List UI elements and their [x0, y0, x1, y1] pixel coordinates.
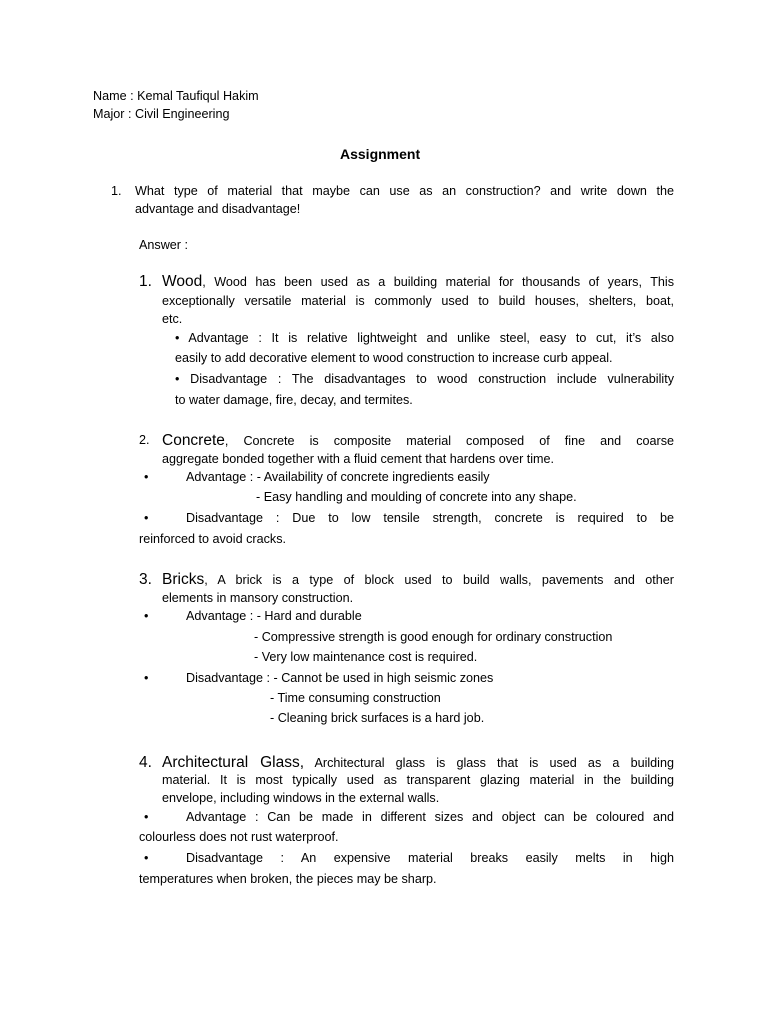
wood-line: exceptionally versatile material is commonly used to build houses, shelters, boat,: [162, 294, 674, 308]
bricks-disadvantage: - Time consuming construction: [270, 691, 441, 705]
wood-intro: [162, 273, 674, 291]
glass-line: Architectural glass is glass that is used as a building: [314, 756, 674, 770]
bullet: •: [144, 851, 149, 865]
concrete-line: , Concrete is composite material composed of fine and coarse: [224, 434, 674, 448]
bricks-intro: [162, 571, 674, 589]
bricks-heading: Bricks: [162, 571, 205, 588]
bricks-advantage: Advantage : - Hard and durable: [186, 609, 362, 623]
bullet: •: [144, 470, 149, 484]
concrete-disadvantage: Disadvantage : Due to low tensile strength, concrete is required to be: [186, 511, 674, 525]
glass-disadvantage: temperatures when broken, the pieces may be sharp.: [139, 872, 437, 886]
wood-heading: Wood: [162, 273, 203, 290]
concrete-heading: Concrete: [162, 432, 225, 449]
page-title: Assignment: [340, 146, 421, 162]
bricks-line: elements in mansory construction.: [162, 591, 354, 605]
bricks-disadvantage: - Cleaning brick surfaces is a hard job.: [270, 711, 485, 725]
concrete-line: aggregate bonded together with a fluid cement that hardens over time.: [162, 452, 555, 466]
concrete-advantage: Advantage : - Availability of concrete ingredients easily: [186, 470, 490, 484]
concrete-intro: [162, 432, 674, 450]
glass-heading: Architectural Glass,: [162, 754, 305, 771]
glass-disadvantage: Disadvantage : An expensive material breaks easily melts in high: [186, 851, 674, 865]
student-major: Major : Civil Engineering: [93, 107, 230, 121]
glass-advantage: colourless does not rust waterproof.: [139, 830, 339, 844]
bullet: •: [144, 671, 149, 685]
question-number: 1.: [111, 184, 122, 198]
wood-advantage: easily to add decorative element to wood construction to increase curb appeal.: [175, 351, 613, 365]
concrete-advantage: - Easy handling and moulding of concrete into any shape.: [256, 490, 577, 504]
glass-intro: [162, 754, 674, 772]
glass-line: material. It is most typically used as transparent glazing material in the building: [162, 773, 674, 787]
glass-advantage: Advantage : Can be made in different sizes and object can be coloured and: [186, 810, 674, 824]
wood-disadvantage: • Disadvantage : The disadvantages to wood construction include vulnerability: [175, 372, 674, 386]
concrete-disadvantage: reinforced to avoid cracks.: [139, 532, 286, 546]
wood-advantage: • Advantage : It is relative lightweight and unlike steel, easy to cut, it’s also: [175, 331, 674, 345]
glass-line: envelope, including windows in the external walls.: [162, 791, 440, 805]
question-line: advantage and disadvantage!: [135, 202, 301, 216]
wood-line: etc.: [162, 312, 183, 326]
section-number: 1.: [139, 273, 152, 290]
section-number: 3.: [139, 571, 152, 588]
section-number: 2.: [139, 433, 150, 447]
answer-label: Answer :: [139, 238, 188, 252]
bricks-advantage: - Compressive strength is good enough for ordinary construction: [254, 630, 613, 644]
section-number: 4.: [139, 754, 152, 771]
bricks-advantage: - Very low maintenance cost is required.: [254, 650, 478, 664]
wood-line: , Wood has been used as a building material for thousands of years, This: [202, 275, 674, 289]
bricks-line: , A brick is a type of block used to build walls, pavements and other: [204, 573, 674, 587]
bullet: •: [144, 810, 149, 824]
wood-disadvantage: to water damage, fire, decay, and termites.: [175, 393, 413, 407]
bricks-disadvantage: Disadvantage : - Cannot be used in high seismic zones: [186, 671, 494, 685]
bullet: •: [144, 609, 149, 623]
question-line: What type of material that maybe can use as an construction? and write down the: [135, 184, 674, 198]
bullet: •: [144, 511, 149, 525]
student-name: Name : Kemal Taufiqul Hakim: [93, 89, 259, 103]
